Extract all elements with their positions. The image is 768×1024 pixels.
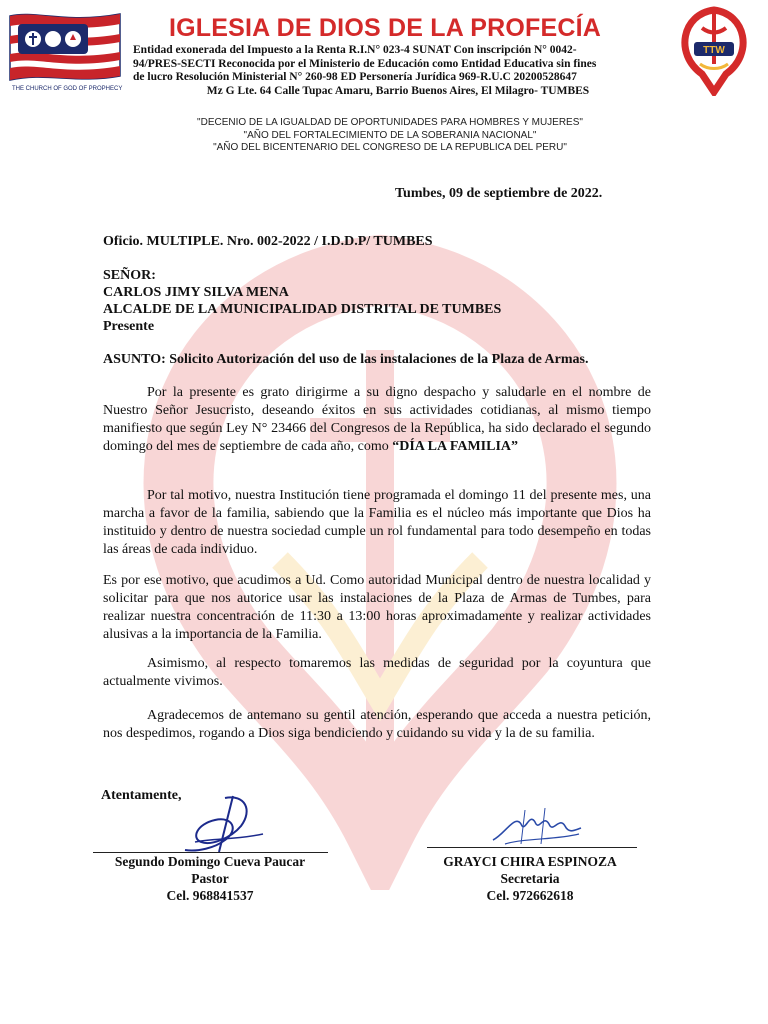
signer-secretary [420, 853, 640, 904]
legal-line: Entidad exonerada del Impuesto a la Renta R.I.N° 023-4 SUNAT Con inscripción N° 0042- [133, 44, 577, 56]
signature-line [427, 847, 637, 848]
decade-line: "DECENIO DE LA IGUALDAD DE OPORTUNIDADES PARA HOMBRES Y MUJERES" [197, 117, 583, 128]
addressee-salutation: SEÑOR: [103, 268, 156, 283]
paragraph-text: Por la presente es grato dirigirme a su digno despacho y saludarle en el nombre de Nuestro Señor Jesucristo, deseando éxitos en sus actividades cotidianas, al mismo tiempo manifiesto que según Ley N° 23466 del Congresos de la República, ha sido declarado el segundo domingo del mes de septiembre de cada año, como [103, 385, 651, 454]
body-paragraph-5 [103, 707, 651, 743]
church-flag-logo [6, 10, 124, 92]
year-line: "AÑO DEL BICENTENARIO DEL CONGRESO DE LA REPUBLICA DEL PERU" [213, 142, 567, 153]
official-year-names [100, 117, 680, 155]
pastor-signature [175, 790, 270, 860]
addressee-presente: Presente [103, 319, 155, 334]
signer-role: Pastor [191, 871, 229, 886]
paragraph-text: Agradecemos de antemano su gentil atención, esperando que acceda a nuestra petición, nos despedimos, rogando a Dios siga bendiciendo y cuidando su vida y la de su familia. [103, 708, 651, 741]
body-paragraph-1 [103, 384, 651, 456]
family-day-emphasis: “DÍA LA FAMILIA” [392, 439, 519, 454]
addressee-title: ALCALDE DE LA MUNICIPALIDAD DISTRITAL DE TUMBES [103, 302, 502, 317]
signer-phone: Cel. 972662618 [486, 888, 574, 903]
church-title: IGLESIA DE DIOS DE LA PROFECÍA [169, 14, 601, 42]
body-paragraph-3 [103, 572, 651, 644]
signer-role: Secretaria [500, 871, 560, 886]
address-line: Mz G Lte. 64 Calle Tupac Amaru, Barrio Buenos Aires, El Milagro- TUMBES [206, 84, 590, 97]
body-paragraph-4 [103, 655, 651, 691]
addressee-name: CARLOS JIMY SILVA MENA [103, 285, 289, 300]
flag-caption: THE CHURCH OF GOD OF PROPHECY [12, 86, 123, 92]
signer-name: GRAYCI CHIRA ESPINOZA [443, 854, 617, 869]
signer-pastor [90, 853, 330, 904]
paragraph-text: Es por ese motivo, que acudimos a Ud. Como autoridad Municipal dentro de nuestra localidad y solicitar para que nos autorice usar las instalaciones de la Plaza de Armas de Tumbes, para realizar nuestra concentración de 11:30 a 13:00 horas aproximadamente y realizar actividades alusivas a la importancia de la Familia. [103, 573, 651, 642]
secretary-signature [485, 804, 585, 849]
legal-line: de lucro Resolución Ministerial N° 260-98 ED Personería Jurídica 969-R.U.C 20200528647 [133, 71, 577, 83]
body-paragraph-2 [103, 487, 651, 559]
paragraph-text: Por tal motivo, nuestra Institución tiene programada el domingo 11 del presente mes, una marcha a favor de la familia, sabiendo que la Familia es el núcleo más importante que Dios ha instituido y dentro de nuestra sociedad cumple un rol fundamental para todo desempeño en todas las áreas de cada individuo. [103, 488, 651, 557]
letter-subject: ASUNTO: Solicito Autorización del uso de las instalaciones de la Plaza de Armas. [103, 352, 589, 367]
emblem-letters: TTW [703, 45, 725, 56]
signer-phone: Cel. 968841537 [166, 888, 254, 903]
year-line: "AÑO DEL FORTALECIMIENTO DE LA SOBERANIA NACIONAL" [243, 129, 537, 141]
paragraph-text: Asimismo, al respecto tomaremos las medidas de seguridad por la coyuntura que actualmente vivimos. [103, 656, 651, 689]
legal-line: 94/PRES-SECTI Reconocida por el Ministerio de Educación como Entidad Educativa sin fines [133, 57, 597, 70]
church-emblem [672, 4, 756, 96]
addressee-block [103, 267, 501, 335]
signer-name: Segundo Domingo Cueva Paucar [114, 854, 306, 869]
closing-salutation: Atentamente, [101, 788, 182, 803]
letter-date: Tumbes, 09 de septiembre de 2022. [395, 186, 603, 201]
legal-header [133, 44, 663, 98]
letter-reference: Oficio. MULTIPLE. Nro. 002-2022 / I.D.D.P/ TUMBES [103, 234, 433, 249]
